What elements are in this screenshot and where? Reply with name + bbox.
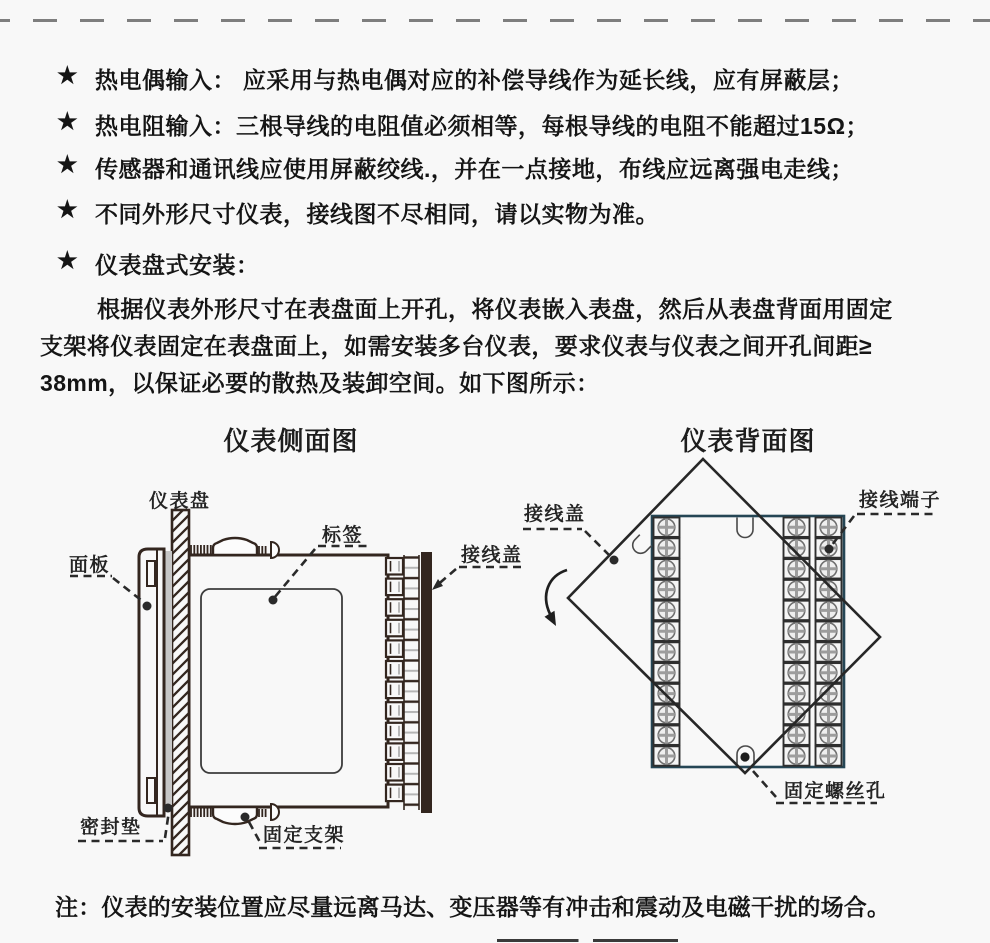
note-text-3: 传感器和通讯线应使用屏蔽绞线.，并在一点接地，布线应远离强电走线； (95, 156, 854, 182)
leader-dot (269, 596, 278, 605)
label-screw-hole: 固定螺丝孔 (784, 781, 887, 802)
top-notch (737, 518, 753, 538)
note-row-4 (57, 196, 659, 229)
star-icon: ★ (57, 196, 79, 222)
front-panel (139, 549, 164, 816)
leader-dot (241, 813, 250, 822)
note-row-1 (57, 62, 854, 95)
leader-dot (143, 602, 152, 611)
label-tag: 标签 (322, 525, 364, 546)
label-wiring-cover-back: 接线盖 (524, 504, 586, 525)
section-title: 仪表盘式安装： (95, 252, 260, 278)
back-view-title: 仪表背面图 (680, 427, 816, 456)
note-text-4: 不同外形尺寸仪表，接线图不尽相同，请以实物为准。 (95, 201, 659, 227)
terminal-column-right-b (816, 518, 842, 766)
screw-hole-dot (740, 752, 749, 761)
star-icon: ★ (57, 62, 79, 88)
bottom-divider-fragment (497, 939, 678, 942)
cover-latch (629, 535, 651, 557)
label-front-panel: 面板 (69, 555, 111, 576)
instrument-body (189, 555, 388, 807)
label-terminals: 接线端子 (859, 490, 942, 511)
installation-diagrams (0, 450, 990, 880)
wiring-cover-bar (421, 552, 432, 813)
paragraph-line: 根据仪表外形尺寸在表盘面上开孔，将仪表嵌入表盘，然后从表盘背面用固定 (97, 296, 893, 322)
paragraph-line: 38mm，以保证必要的散热及装卸空间。如下图所示： (40, 370, 600, 396)
leader-dot (610, 556, 619, 565)
panel-board-wall (172, 510, 189, 855)
note-text-2: 热电阻输入：三根导线的电阻值必须相等，每根导线的电阻不能超过15Ω； (95, 113, 870, 139)
label-wiring-cover-side: 接线盖 (461, 545, 523, 566)
label-bracket: 固定支架 (263, 825, 346, 846)
top-dashed-divider (0, 19, 990, 22)
leader-dot (825, 545, 834, 554)
star-icon: ★ (57, 247, 79, 273)
note-row-2 (57, 108, 869, 141)
side-view-title: 仪表侧面图 (223, 427, 359, 456)
terminal-column-left (654, 518, 680, 766)
label-gasket: 密封垫 (80, 817, 142, 838)
leader-dot (164, 804, 173, 813)
bottom-note: 注：仪表的安装位置应尽量远离马达、变压器等有冲击和震动及电磁干扰的场合。 (55, 894, 891, 920)
section-header (57, 247, 260, 280)
note-text-1: 热电偶输入： 应采用与热电偶对应的补偿导线作为延长线，应有屏蔽层； (95, 67, 854, 93)
star-icon: ★ (57, 151, 79, 177)
rotation-arrow-icon (545, 570, 568, 626)
side-view-diagram (70, 510, 522, 855)
terminal-ladder (404, 556, 419, 810)
label-panel-board: 仪表盘 (149, 491, 211, 512)
install-paragraph (40, 291, 956, 402)
star-icon: ★ (57, 108, 79, 134)
paragraph-line: 支架将仪表固定在表盘面上，如需安装多台仪表，要求仪表与仪表之间开孔间距≥ (40, 333, 873, 359)
note-row-3 (57, 151, 854, 184)
